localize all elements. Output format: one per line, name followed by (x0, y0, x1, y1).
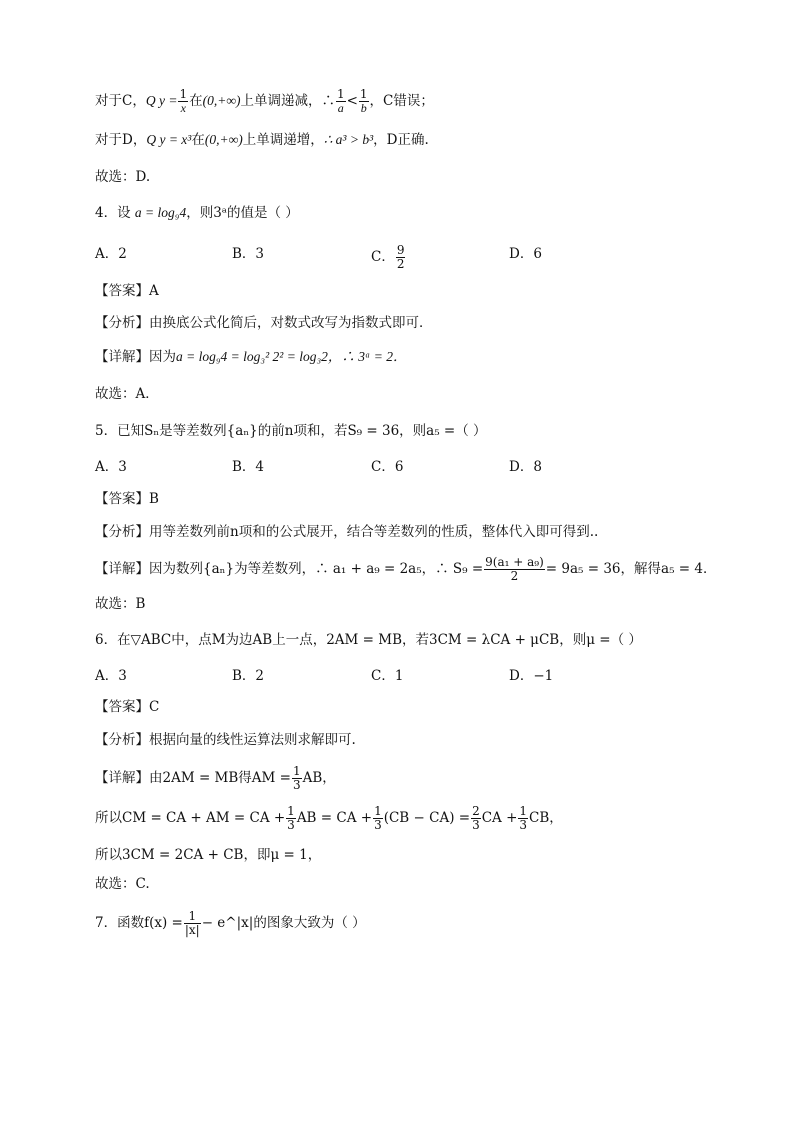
frac-den: 3 (287, 818, 295, 832)
frac-num: 2 (472, 804, 480, 818)
text-c-mid: 在 (189, 93, 203, 109)
text-d-mid: 在 (191, 132, 205, 148)
frac-den: 2 (396, 257, 405, 271)
q5-option-d: D．8 (509, 459, 542, 475)
text-d-post: 上单调递增， (242, 132, 324, 148)
frac-den: 2 (510, 569, 519, 583)
frac-one-over-a (336, 88, 346, 115)
frac-num: 1 (292, 764, 301, 778)
q6-detail-1 (95, 765, 336, 792)
frac-num: 1 (359, 87, 368, 101)
q6-detail-1-text: 【详解】由2AM = MB得AM = (95, 770, 291, 786)
line-option-c-analysis (95, 88, 434, 115)
frac-num: 1 (179, 87, 188, 101)
text-d-pre: 对于D， (95, 132, 147, 148)
frac-s9 (484, 556, 545, 583)
frac-nine-halves (396, 244, 406, 271)
q6-stem: 6．在▽ABC中，点M为边AB上一点，2AM = MB，若3CM = λCA + μCB，则μ =（ ） (95, 632, 642, 648)
frac-den: 3 (374, 818, 382, 832)
q4-analysis: 【分析】由换底公式化简后，对数式改写为指数式即可． (95, 315, 433, 331)
text-c-pre: 对于C， (95, 93, 146, 109)
q6-option-c: C．1 (371, 668, 404, 684)
q4-num: 4．设 (95, 205, 131, 221)
math-interval: (0,+∞) (204, 132, 243, 147)
line-option-d-analysis (95, 130, 429, 150)
q6-detail-2e: CB， (529, 810, 563, 826)
frac-num: 1 (519, 804, 528, 818)
q6-choice: 故选：C. (95, 876, 150, 892)
q6-detail-1b: AB， (302, 770, 336, 786)
q6-option-a: A．3 (95, 668, 127, 684)
q6-detail-3: 所以3CM = 2CA + CB，即μ = 1， (95, 847, 322, 863)
math-c-func: Q y = (145, 93, 178, 108)
frac-one-third (518, 805, 528, 832)
frac-den: 3 (292, 778, 301, 792)
frac-one-third (286, 805, 296, 832)
frac-den: b (360, 101, 367, 115)
q4-detail-expr: a = log₉4 = log₃² 2² = log₃2，∴ 3ᵃ = 2． (176, 349, 407, 364)
frac-one-over-abs-x (184, 910, 201, 937)
frac-num: 1 (336, 87, 345, 101)
frac-den: 3 (519, 818, 528, 832)
q4-detail-pre: 【详解】因为 (95, 349, 176, 365)
q4-option-c-label: C． (371, 249, 395, 265)
q6-analysis: 【分析】根据向量的线性运算法则求解即可. (95, 732, 356, 748)
q5-choice: 故选：B (95, 596, 146, 612)
math-d-expr: ∴ a³ > b³ (323, 132, 374, 147)
q4-option-c (371, 244, 406, 271)
q5-option-b: B．4 (232, 459, 265, 475)
frac-num: 1 (184, 910, 201, 924)
frac-num: 9 (396, 243, 405, 257)
frac-num: 1 (287, 804, 295, 818)
frac-one-third (292, 765, 302, 792)
q4-detail (95, 347, 407, 367)
math-interval: (0,+∞) (202, 93, 241, 108)
q6-detail-2a: 所以CM = CA + AM = CA + (95, 810, 286, 826)
q3-choice: 故选：D. (95, 169, 151, 185)
therefore-symbol: ∴ (321, 93, 335, 109)
q6-detail-2 (95, 805, 563, 832)
q4-choice: 故选：A． (95, 386, 159, 402)
q4-tail: ，则3ᵃ的值是（ ） (186, 205, 299, 221)
q5-stem: 5．已知Sₙ是等差数列{aₙ}的前n项和，若S₉ = 36，则a₅ =（ ） (95, 423, 487, 439)
frac-one-third (373, 805, 383, 832)
q6-detail-2d: CA + (481, 810, 518, 826)
math-d-func: Q y = x³ (146, 132, 192, 147)
q7-stem-pre: 7．函数f(x) = (95, 915, 183, 931)
q6-detail-2b: AB = CA + (296, 810, 373, 826)
q7-stem-post: − e^|x|的图象大致为（ ） (201, 915, 366, 931)
text-d-end: ，D正确. (373, 132, 429, 148)
frac-den: 3 (472, 818, 480, 832)
frac-den: |x| (184, 923, 200, 937)
q5-detail-post: = 9a₅ = 36，解得a₅ = 4． (545, 561, 717, 577)
q4-option-a: A．2 (95, 246, 127, 262)
q4-option-d: D．6 (509, 246, 542, 262)
frac-one-over-b (359, 88, 369, 115)
q4-expr: a = log₉4 (134, 205, 187, 220)
q4-option-b: B．3 (232, 246, 265, 262)
q4-stem (95, 203, 299, 223)
q4-answer: 【答案】A (95, 283, 159, 299)
q5-detail-pre: 【详解】因为数列{aₙ}为等差数列，∴ a₁ + a₉ = 2a₅，∴ S₉ = (95, 561, 484, 577)
q6-option-d: D．−1 (509, 668, 554, 684)
less-than: < (346, 93, 358, 109)
q5-option-a: A．3 (95, 459, 127, 475)
frac-two-thirds (471, 805, 481, 832)
frac-num: 9(a₁ + a₉) (485, 555, 544, 569)
text-c-end: ，C错误； (369, 93, 434, 109)
q6-option-b: B．2 (232, 668, 265, 684)
q5-option-c: C．6 (371, 459, 404, 475)
q5-answer: 【答案】B (95, 491, 159, 507)
q6-detail-2c: (CB − CA) = (383, 810, 471, 826)
frac-den: x (180, 101, 186, 115)
q5-analysis: 【分析】用等差数列前n项和的公式展开，结合等差数列的性质，整体代入即可得到.. (95, 524, 599, 540)
q7-stem (95, 910, 366, 937)
frac-den: a (337, 101, 344, 115)
q6-answer: 【答案】C (95, 699, 160, 715)
q5-detail (95, 556, 716, 583)
text-c-post: 上单调递减， (240, 93, 322, 109)
frac-num: 1 (374, 804, 382, 818)
frac-one-over-x (178, 88, 188, 115)
